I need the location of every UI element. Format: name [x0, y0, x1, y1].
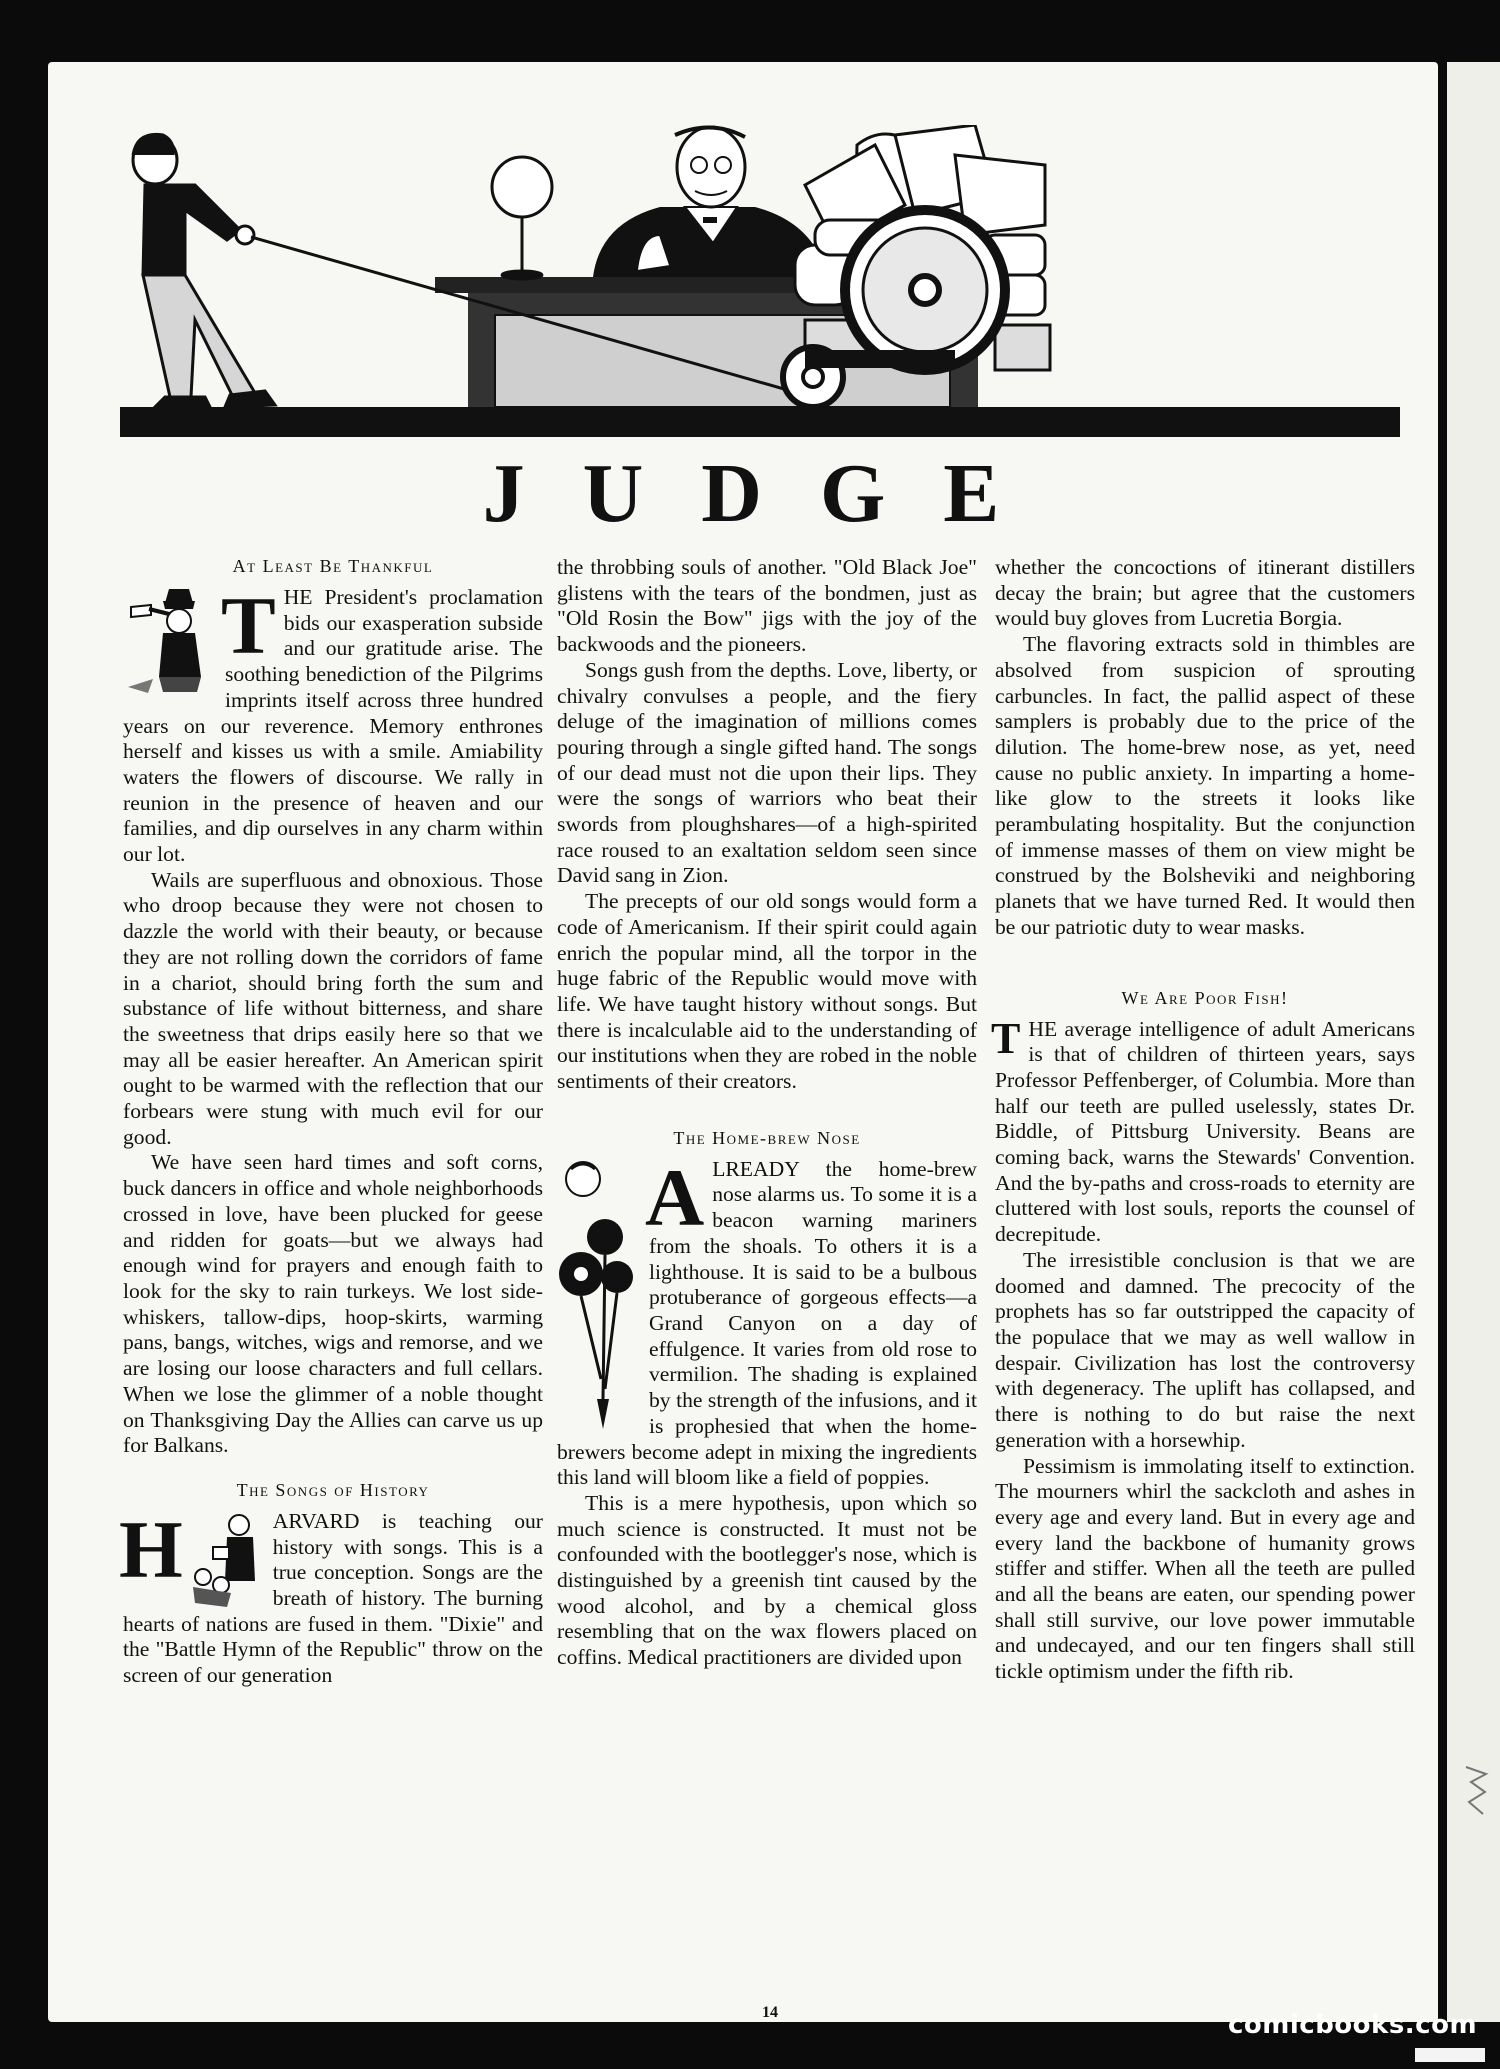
masthead-title: JUDGE: [482, 447, 1058, 540]
header-illustration: [115, 125, 1405, 445]
article-title-songs: The Songs of History: [236, 1479, 430, 1500]
next-page-edge: [1447, 62, 1500, 2022]
article-title-thankful: At Least Be Thankful: [232, 556, 434, 576]
page-edge-smudge: [1461, 1762, 1491, 1822]
column-2: [557, 555, 977, 1671]
paragraph: The irresistible conclusion is that we are doomed and damned. The precocity of the prophets has so far outstripped the capacity of the populace that we may as well wallow in despair. Civilization has lost the controversy with degeneracy. The uplift has collapsed, and there is nothing to do but raise the next generation with a horsewhip.: [995, 1247, 1415, 1452]
poppy-bouquet-illustration: [557, 1159, 637, 1439]
paragraph: HE President's proclamation bids our exasperation subside and our gratitude arise. The soothing benediction of the Pilgrims imprints itself across three hundred years on our reverence. Memory enthrones herself and kisses us with a smile. Amiability waters the flowers of discourse. We rally in reunion in the presence of heaven and our families, and dip ourselves in any charm within our lot.: [123, 585, 543, 867]
dropcap-fish: T: [991, 1013, 1021, 1063]
choir-singers-illustration: [191, 1511, 261, 1607]
paragraph: This is a mere hypothesis, upon which so much science is constructed. It must not be confounded with the bootlegger's nose, which is distinguished by a greenish tint caused by the wood alcohol, and by a chemical gloss resembling that on the wax flowers placed on coffins. Medical practitioners are divided upon: [557, 1490, 977, 1670]
column-3: [991, 555, 1415, 1685]
paragraph: Wails are superfluous and obnoxious. Those who droop because they were not chosen to dazzle the world with their beauty, or because they are not rolling down the corridors of fame in a chariot, should bring forth the sum and substance of life without bitterness, and share the sweetness that drips easily here so that we may all be easier hereafter. An American spirit ought to be warmed with the reflection that our forbears were stung with much evil for our good.: [123, 867, 543, 1149]
paragraph: We have seen hard times and soft corns, buck dancers in office and whole neighborhoods crossed in love, have been plucked for geese and ridden for goats—but we always had enough wind for prayers and enough faith to look for the sky to rain turkeys. We lost side-whiskers, tallow-dips, hoop-skirts, warming pans, bangs, witches, wigs and remorse, and we are losing our loose characters and full cellars. When we lose the glimmer of a noble thought on Thanksgiving Day the Allies can carve us up for Balkans.: [123, 1150, 543, 1458]
dropcap-thankful: T: [221, 580, 276, 671]
dropcap-nose: A: [645, 1151, 705, 1243]
paragraph: LREADY the home-brew nose alarms us. To some it is a beacon warning mariners from the shoals. To others it is a lighthouse. It is said to be a bulbous protuberance of gorgeous effects—a Grand Canyon on a day of effulgence. It varies from old rose to vermilion. The shading is explained by the strength of the infusions, and it is prophesied that when the home-brewers become adept in mixing the ingredients this land will bloom like a field of poppies.: [557, 1156, 977, 1490]
column-1: [119, 555, 543, 1689]
dropcap-songs: H: [119, 1503, 183, 1595]
paragraph: HE average intelligence of adult Americans is that of children of thirteen years, says Professor Peffenberger, of Columbia. More than half our teeth are pulled uselessly, states Dr. Biddle, of Pittsburg University. Beans are coming back, warns the Stewards' Convention. And the by-paths and cross-roads to eternity are cluttered with lost souls, reports the counsel of decrepitude.: [995, 1016, 1415, 1247]
scan-label-box: [1415, 2048, 1485, 2062]
paragraph: ARVARD is teaching our history with songs. This is a true conception. Songs are the breath of history. The burning hearts of nations are fused in them. "Dixie" and the "Battle Hymn of the Republic" throw on the screen of our generation: [123, 1508, 543, 1688]
article-title-fish: We Are Poor Fish!: [1121, 987, 1289, 1008]
paragraph: Songs gush from the depths. Love, liberty, or chivalry convulses a people, and the fiery deluge of the imagination of millions comes pouring through a single gifted hand. The songs of our dead must not die upon their lips. They were the songs of warriors who beat their swords from ploughshares—of a high-spirited race roused to an exaltation seldom seen since David sang in Zion.: [557, 657, 977, 888]
paragraph: The precepts of our old songs would form a code of Americanism. If their spirit could again enrich the popular mind, all the torpor in the huge fabric of the Republic would move with life. We have taught history without songs. But there is incalculable aid to the understanding of our institutions when they are robed in the noble sentiments of their creators.: [557, 889, 977, 1094]
paragraph: the throbbing souls of another. "Old Black Joe" glistens with the tears of the bondmen, just as "Old Rosin the Bow" jigs with the joy of the backwoods and the pioneers.: [557, 555, 977, 657]
paragraph: whether the concoctions of itinerant distillers decay the brain; but agree that the customers would buy gloves from Lucretia Borgia.: [995, 555, 1415, 631]
article-title-nose: The Home-brew Nose: [673, 1127, 861, 1148]
page-number: 14: [762, 2004, 778, 2021]
pilgrim-trumpeter-illustration: [123, 587, 213, 697]
paragraph: The flavoring extracts sold in thimbles are absolved from suspicion of sprouting carbuncles. In fact, the pallid aspect of these samplers is probably due to the price of the dilution. The home-brew nose, as yet, need cause no public anxiety. In imparting a home-like glow to the streets it looks like perambulating hospitality. But the conjunction of immense masses of them on view might be construed by the Bolsheviki and neighboring planets that we have turned Red. It would then be our patriotic duty to wear masks.: [995, 632, 1415, 939]
watermark-text: comicbooks.com: [1228, 2010, 1478, 2040]
paragraph: Pessimism is immolating itself to extinction. The mourners whirl the sackcloth and ashes in every age and every land. But in every age and every land the backbone of humanity grows stiffer and stiffer. When all the teeth are pulled and all the beans are eaten, our spending power shall still survive, our love power immutable and undecayed, and our ten fingers shall still tickle optimism under the fifth rib.: [995, 1453, 1415, 1684]
